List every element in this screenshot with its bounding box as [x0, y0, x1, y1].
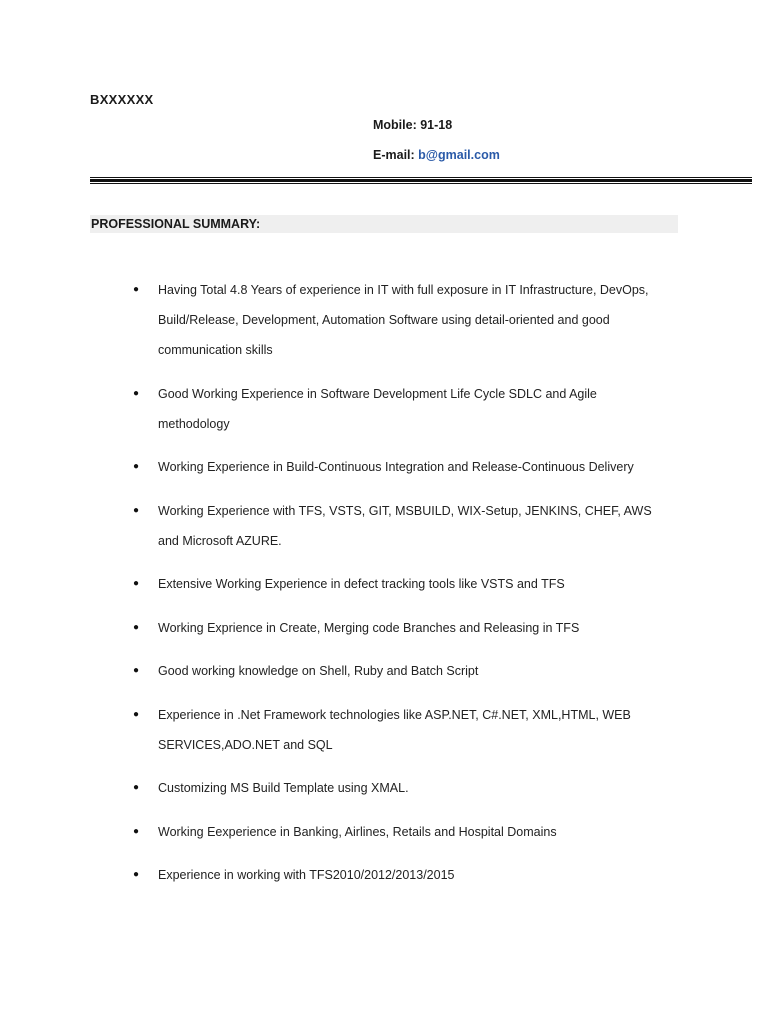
list-item-text: Working Eexperience in Banking, Airlines, Retails and Hospital Domains: [158, 824, 557, 839]
divider-line-top: [90, 177, 752, 178]
list-item-text: Working Exprience in Create, Merging code Branches and Releasing in TFS: [158, 620, 580, 635]
email-label: E-mail:: [373, 148, 415, 162]
bullet-icon: ●: [133, 869, 140, 880]
divider-line-thick: [90, 179, 752, 182]
bullet-icon: ●: [133, 708, 140, 720]
list-item-text: Experience in .Net Framework technologies like ASP.NET, C#.NET, XML,HTML, WEB SERVICES,ADO.NET and SQL: [158, 707, 631, 752]
list-item-text: Having Total 4.8 Years of experience in IT with full exposure in IT Infrastructure, DevOps, Build/Release, Development, Automation Software using detail-oriented and good communication skills: [158, 283, 649, 357]
list-item: [133, 613, 663, 643]
list-item-text: Good working knowledge on Shell, Ruby and Batch Script: [158, 664, 479, 678]
list-item: [133, 275, 663, 365]
summary-list: [133, 275, 663, 890]
bullet-icon: ●: [133, 461, 140, 472]
section-heading-professional-summary: PROFESSIONAL SUMMARY:: [90, 215, 678, 233]
header-divider: [90, 177, 752, 184]
list-item-text: Working Experience in Build-Continuous Integration and Release-Continuous Delivery: [158, 460, 634, 474]
email-row: [373, 140, 500, 170]
bullet-icon: ●: [133, 825, 140, 837]
list-item: [133, 656, 663, 686]
bullet-icon: ●: [133, 578, 140, 589]
list-item: [133, 569, 663, 599]
contact-block: [373, 110, 500, 170]
list-item: [133, 496, 663, 556]
mobile-row: [373, 110, 500, 140]
bullet-icon: ●: [133, 621, 140, 633]
bullet-icon: ●: [133, 387, 140, 399]
list-item-text: Customizing MS Build Template using XMAL.: [158, 781, 409, 795]
list-item: [133, 700, 663, 760]
list-item-text: Experience in working with TFS2010/2012/2013/2015: [158, 868, 455, 882]
candidate-name: BXXXXXX: [90, 92, 154, 107]
list-item-text: Extensive Working Experience in defect tracking tools like VSTS and TFS: [158, 577, 565, 591]
list-item-text: Good Working Experience in Software Development Life Cycle SDLC and Agile methodology: [158, 386, 597, 431]
bullet-icon: ●: [133, 504, 140, 516]
list-item: [133, 817, 663, 847]
divider-line-bottom: [90, 183, 752, 184]
bullet-icon: ●: [133, 284, 140, 295]
bullet-icon: ●: [133, 782, 140, 793]
mobile-label: Mobile:: [373, 118, 417, 132]
list-item: [133, 379, 663, 439]
list-item: [133, 452, 663, 482]
email-link[interactable]: b@gmail.com: [418, 148, 500, 162]
mobile-value: 91-18: [420, 118, 453, 132]
list-item: [133, 860, 663, 890]
bullet-icon: ●: [133, 665, 140, 676]
list-item-text: Working Experience with TFS, VSTS, GIT, MSBUILD, WIX-Setup, JENKINS, CHEF, AWS and Microsoft AZURE.: [158, 503, 652, 548]
list-item: [133, 773, 663, 803]
